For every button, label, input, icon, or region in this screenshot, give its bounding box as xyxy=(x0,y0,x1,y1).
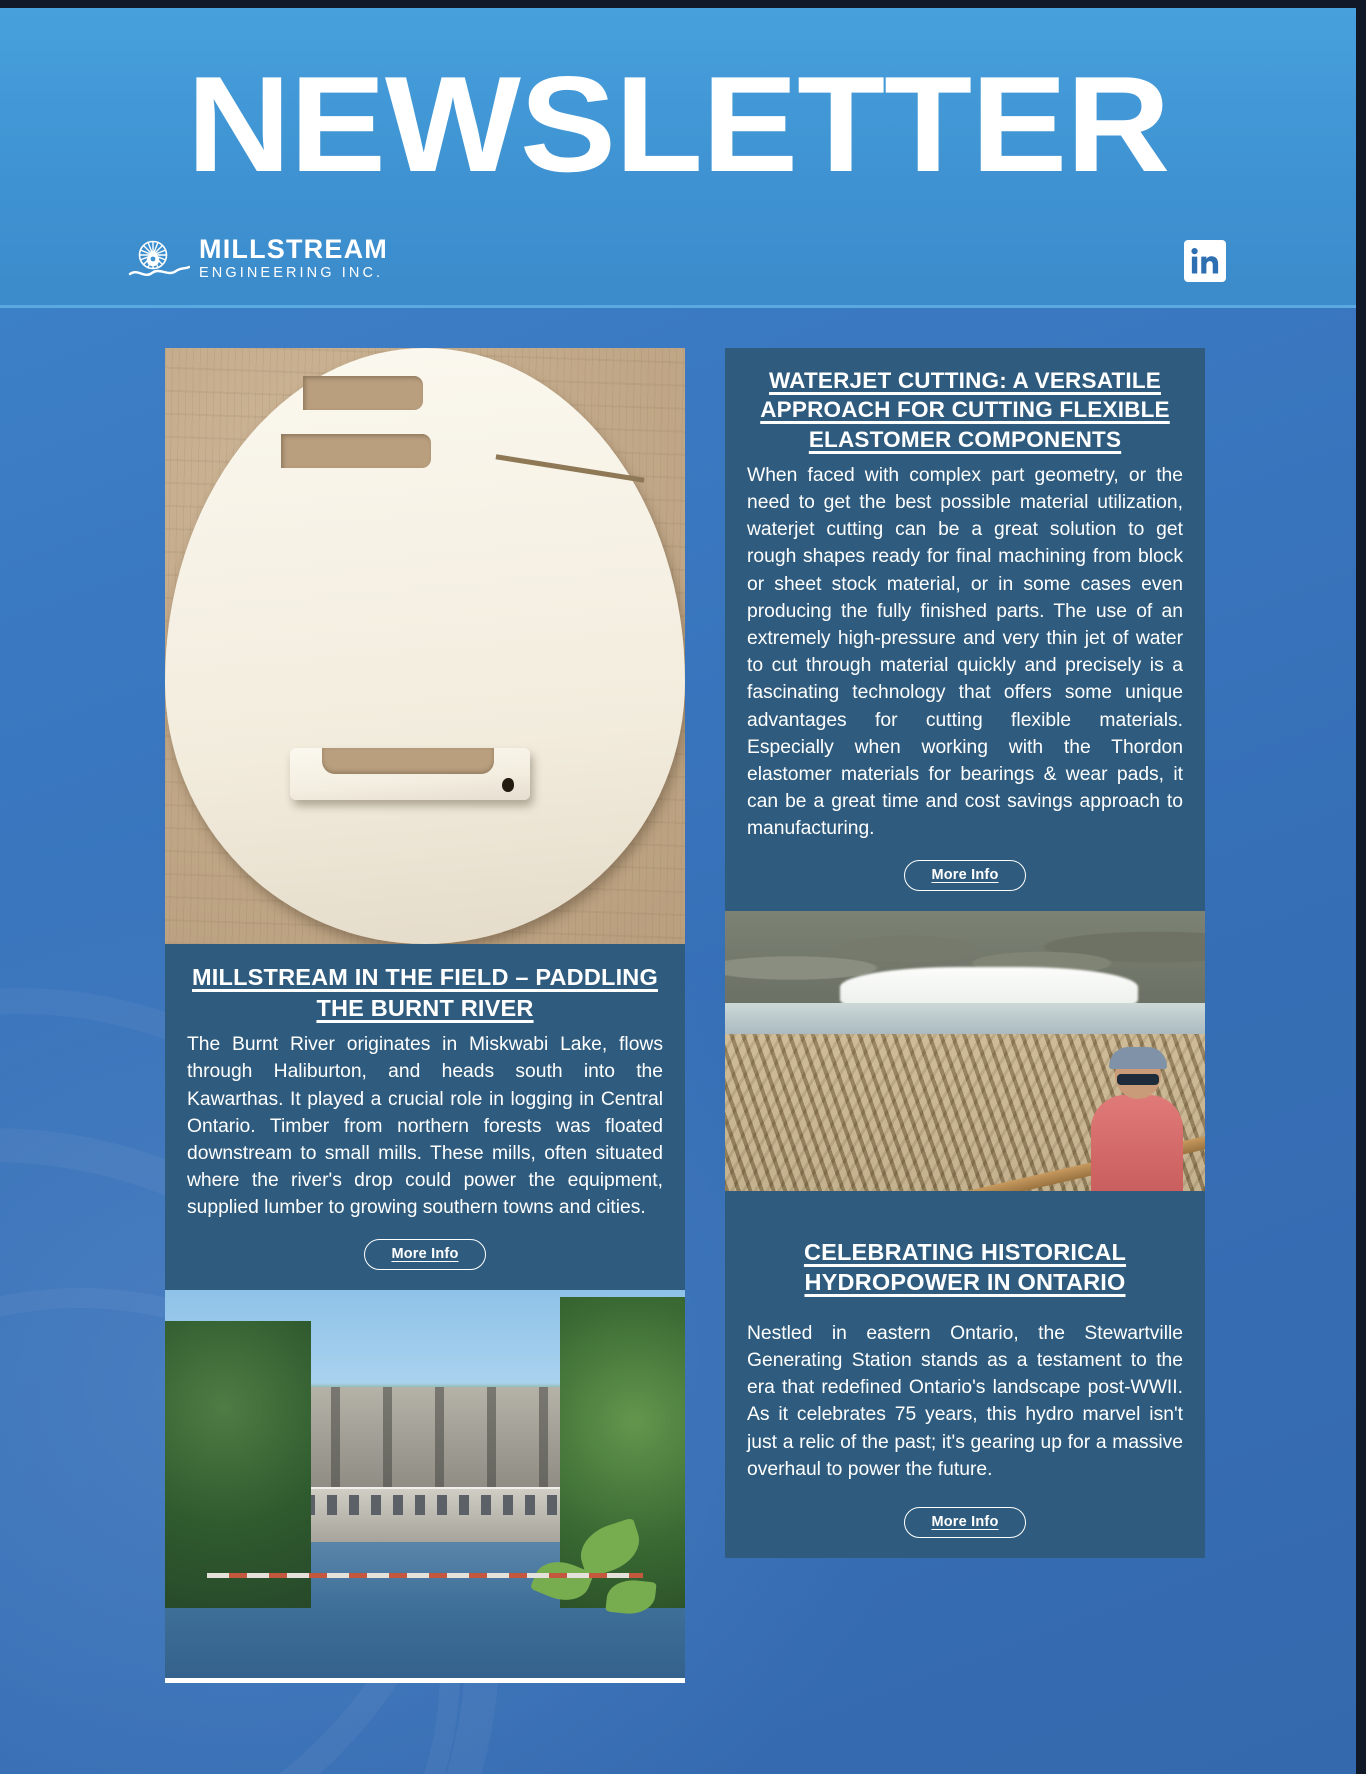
burnt-river-heading: MILLSTREAM IN THE FIELD – PADDLING THE BURNT RIVER xyxy=(192,964,658,1021)
millstream-logo xyxy=(128,236,388,281)
burnt-river-article-card xyxy=(165,944,685,1290)
burnt-river-logjam-photo xyxy=(725,911,1205,1191)
burnt-river-more-info-button[interactable]: More Info xyxy=(364,1239,485,1270)
elastomer-part-bottom xyxy=(290,748,530,800)
burnt-river-body: The Burnt River originates in Miskwabi Lake, flows through Haliburton, and heads south into the Kawarthas. It played a crucial role in logging in Central Ontario. Timber from northern forests was floated downstream to small mills. These mills, often situated where the river's drop could power the equipment, supplied lumber to growing southern towns and cities. xyxy=(187,1034,663,1219)
newsletter-content xyxy=(0,308,1356,1774)
left-column xyxy=(165,348,685,1683)
logo-company-subtitle: ENGINEERING INC. xyxy=(199,265,384,281)
waterjet-button-row xyxy=(747,860,1183,891)
waterjet-heading: WATERJET CUTTING: A VERSATILE APPROACH FOR CUTTING FLEXIBLE ELASTOMER COMPONENTS xyxy=(760,368,1170,452)
hydro-dam-photo xyxy=(165,1290,685,1678)
burnt-river-button-row xyxy=(187,1239,663,1270)
millstream-waterwheel-icon xyxy=(128,236,190,280)
left-column-bottom-rule xyxy=(165,1678,685,1683)
newsletter-sheet xyxy=(0,8,1356,1774)
elastomer-part-lens xyxy=(165,348,605,538)
waterjet-more-info-button[interactable]: More Info xyxy=(904,860,1025,891)
waterjet-article-card xyxy=(725,348,1205,911)
linkedin-icon xyxy=(1190,246,1220,276)
hydropower-body: Nestled in eastern Ontario, the Stewartville Generating Station stands as a testament to the era that redefined Ontario's landscape post-WWII. As it celebrates 75 years, this hydro marvel isn't just a relic of the past; it's gearing up for a massive overhaul to power the future. xyxy=(747,1322,1183,1480)
hydropower-button-row xyxy=(747,1507,1183,1538)
newsletter-header xyxy=(0,8,1356,308)
page-title: NEWSLETTER xyxy=(186,48,1170,200)
hydropower-more-info-button[interactable]: More Info xyxy=(904,1507,1025,1538)
logo-wordmark xyxy=(199,236,388,281)
waterjet-parts-photo xyxy=(165,348,685,944)
right-column xyxy=(725,348,1205,1558)
hydropower-heading: CELEBRATING HISTORICAL HYDROPOWER IN ONTARIO xyxy=(803,1238,1127,1296)
linkedin-link[interactable] xyxy=(1184,240,1226,282)
waterjet-body: When faced with complex part geometry, or the need to get the best possible material utilization, waterjet cutting can be a great solution to get rough shapes ready for final machining from block or sheet stock material, or in some cases even producing the fully finished parts. The use of an extremely high-pressure and very thin jet of water to cut through material quickly and precisely is a fascinating technology that offers some unique advantages for cutting flexible materials. Especially when working with the Thordon elastomer materials for bearings & wear pads, it can be a great time and cost savings approach to manufacturing. xyxy=(747,464,1183,840)
hydropower-article-card xyxy=(725,1191,1205,1558)
logo-company-name: MILLSTREAM xyxy=(199,234,388,264)
